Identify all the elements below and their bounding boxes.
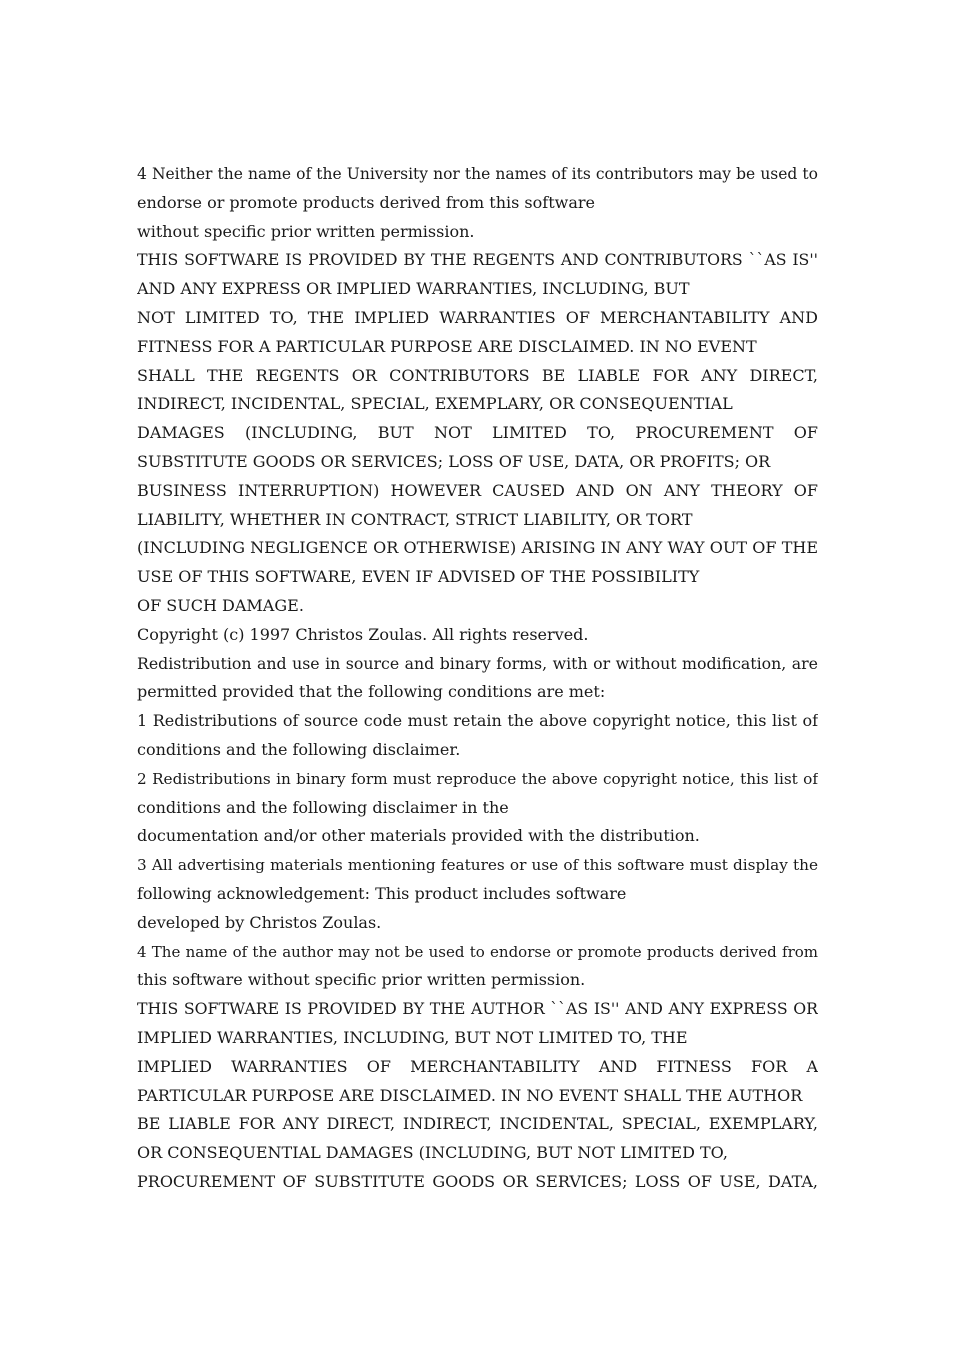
license-paragraph xyxy=(137,650,818,708)
text-line: OF SUCH DAMAGE. xyxy=(137,595,304,615)
text-line: Redistribution and use in source and binary forms, with or without modification, are xyxy=(137,653,818,673)
text-line: 4 The name of the author may not be used to endorse or promote products derived from xyxy=(137,942,818,961)
text-line: DAMAGES (INCLUDING, BUT NOT LIMITED TO, PROCUREMENT OF xyxy=(137,423,818,443)
text-line: developed by Christos Zoulas. xyxy=(137,912,382,932)
text-line: 2 Redistributions in binary form must reproduce the above copyright notice, this list of xyxy=(137,769,818,788)
license-paragraph xyxy=(137,1053,818,1197)
document-page xyxy=(137,160,818,1197)
text-line: SHALL THE REGENTS OR CONTRIBUTORS BE LIABLE FOR ANY DIRECT, xyxy=(137,365,818,385)
text-line: endorse or promote products derived from this software xyxy=(137,192,595,212)
text-line: SUBSTITUTE GOODS OR SERVICES; LOSS OF USE, DATA, OR PROFITS; OR xyxy=(137,451,771,471)
text-line: THIS SOFTWARE IS PROVIDED BY THE AUTHOR ``AS IS'' AND ANY EXPRESS OR xyxy=(137,999,818,1019)
license-paragraph xyxy=(137,246,818,304)
text-line: FITNESS FOR A PARTICULAR PURPOSE ARE DISCLAIMED. IN NO EVENT xyxy=(137,336,757,356)
text-line: 4 Neither the name of the University nor the names of its contributors may be used to xyxy=(137,165,818,183)
license-paragraph xyxy=(137,160,818,218)
text-line: permitted provided that the following conditions are met: xyxy=(137,682,606,702)
license-paragraph xyxy=(137,765,818,823)
text-line: BUSINESS INTERRUPTION) HOWEVER CAUSED AND ON ANY THEORY OF xyxy=(137,480,818,500)
text-line: without specific prior written permission. xyxy=(137,221,475,241)
license-paragraph xyxy=(137,938,818,996)
text-line: documentation and/or other materials provided with the distribution. xyxy=(137,826,700,846)
license-paragraph xyxy=(137,419,818,477)
text-line: 1 Redistributions of source code must retain the above copyright notice, this list of xyxy=(137,711,818,731)
text-line: IMPLIED WARRANTIES, INCLUDING, BUT NOT LIMITED TO, THE xyxy=(137,1027,688,1047)
license-paragraph xyxy=(137,477,818,535)
text-line: 3 All advertising materials mentioning features or use of this software must display the xyxy=(137,856,818,875)
text-line: this software without specific prior written permission. xyxy=(137,970,586,990)
text-line: IMPLIED WARRANTIES OF MERCHANTABILITY AND FITNESS FOR A xyxy=(137,1056,818,1076)
license-paragraph xyxy=(137,995,818,1053)
license-paragraph xyxy=(137,362,818,420)
text-line: INDIRECT, INCIDENTAL, SPECIAL, EXEMPLARY, OR CONSEQUENTIAL xyxy=(137,394,733,414)
text-line: NOT LIMITED TO, THE IMPLIED WARRANTIES OF MERCHANTABILITY AND xyxy=(137,307,818,327)
text-line: conditions and the following disclaimer. xyxy=(137,739,461,759)
license-paragraph xyxy=(137,534,818,592)
license-paragraph xyxy=(137,707,818,765)
text-line: LIABILITY, WHETHER IN CONTRACT, STRICT LIABILITY, OR TORT xyxy=(137,509,693,529)
text-line: following acknowledgement: This product includes software xyxy=(137,883,627,903)
text-line: Copyright (c) 1997 Christos Zoulas. All rights reserved. xyxy=(137,624,589,644)
text-line: PROCUREMENT OF SUBSTITUTE GOODS OR SERVICES; LOSS OF USE, DATA, xyxy=(137,1171,818,1191)
license-paragraph xyxy=(137,304,818,362)
license-paragraph xyxy=(137,218,818,247)
license-paragraph xyxy=(137,592,818,621)
license-paragraph xyxy=(137,822,818,851)
license-paragraph xyxy=(137,909,818,938)
license-paragraph xyxy=(137,621,818,650)
text-line: AND ANY EXPRESS OR IMPLIED WARRANTIES, INCLUDING, BUT xyxy=(137,279,690,299)
text-line: conditions and the following disclaimer in the xyxy=(137,797,509,817)
text-line: OR CONSEQUENTIAL DAMAGES (INCLUDING, BUT NOT LIMITED TO, xyxy=(137,1143,728,1163)
text-line: THIS SOFTWARE IS PROVIDED BY THE REGENTS AND CONTRIBUTORS ``AS IS'' xyxy=(137,250,818,270)
license-paragraph xyxy=(137,851,818,909)
text-line: USE OF THIS SOFTWARE, EVEN IF ADVISED OF THE POSSIBILITY xyxy=(137,567,700,587)
text-line: (INCLUDING NEGLIGENCE OR OTHERWISE) ARISING IN ANY WAY OUT OF THE xyxy=(137,538,818,558)
text-line: BE LIABLE FOR ANY DIRECT, INDIRECT, INCIDENTAL, SPECIAL, EXEMPLARY, xyxy=(137,1114,818,1134)
text-line: PARTICULAR PURPOSE ARE DISCLAIMED. IN NO EVENT SHALL THE AUTHOR xyxy=(137,1085,803,1105)
